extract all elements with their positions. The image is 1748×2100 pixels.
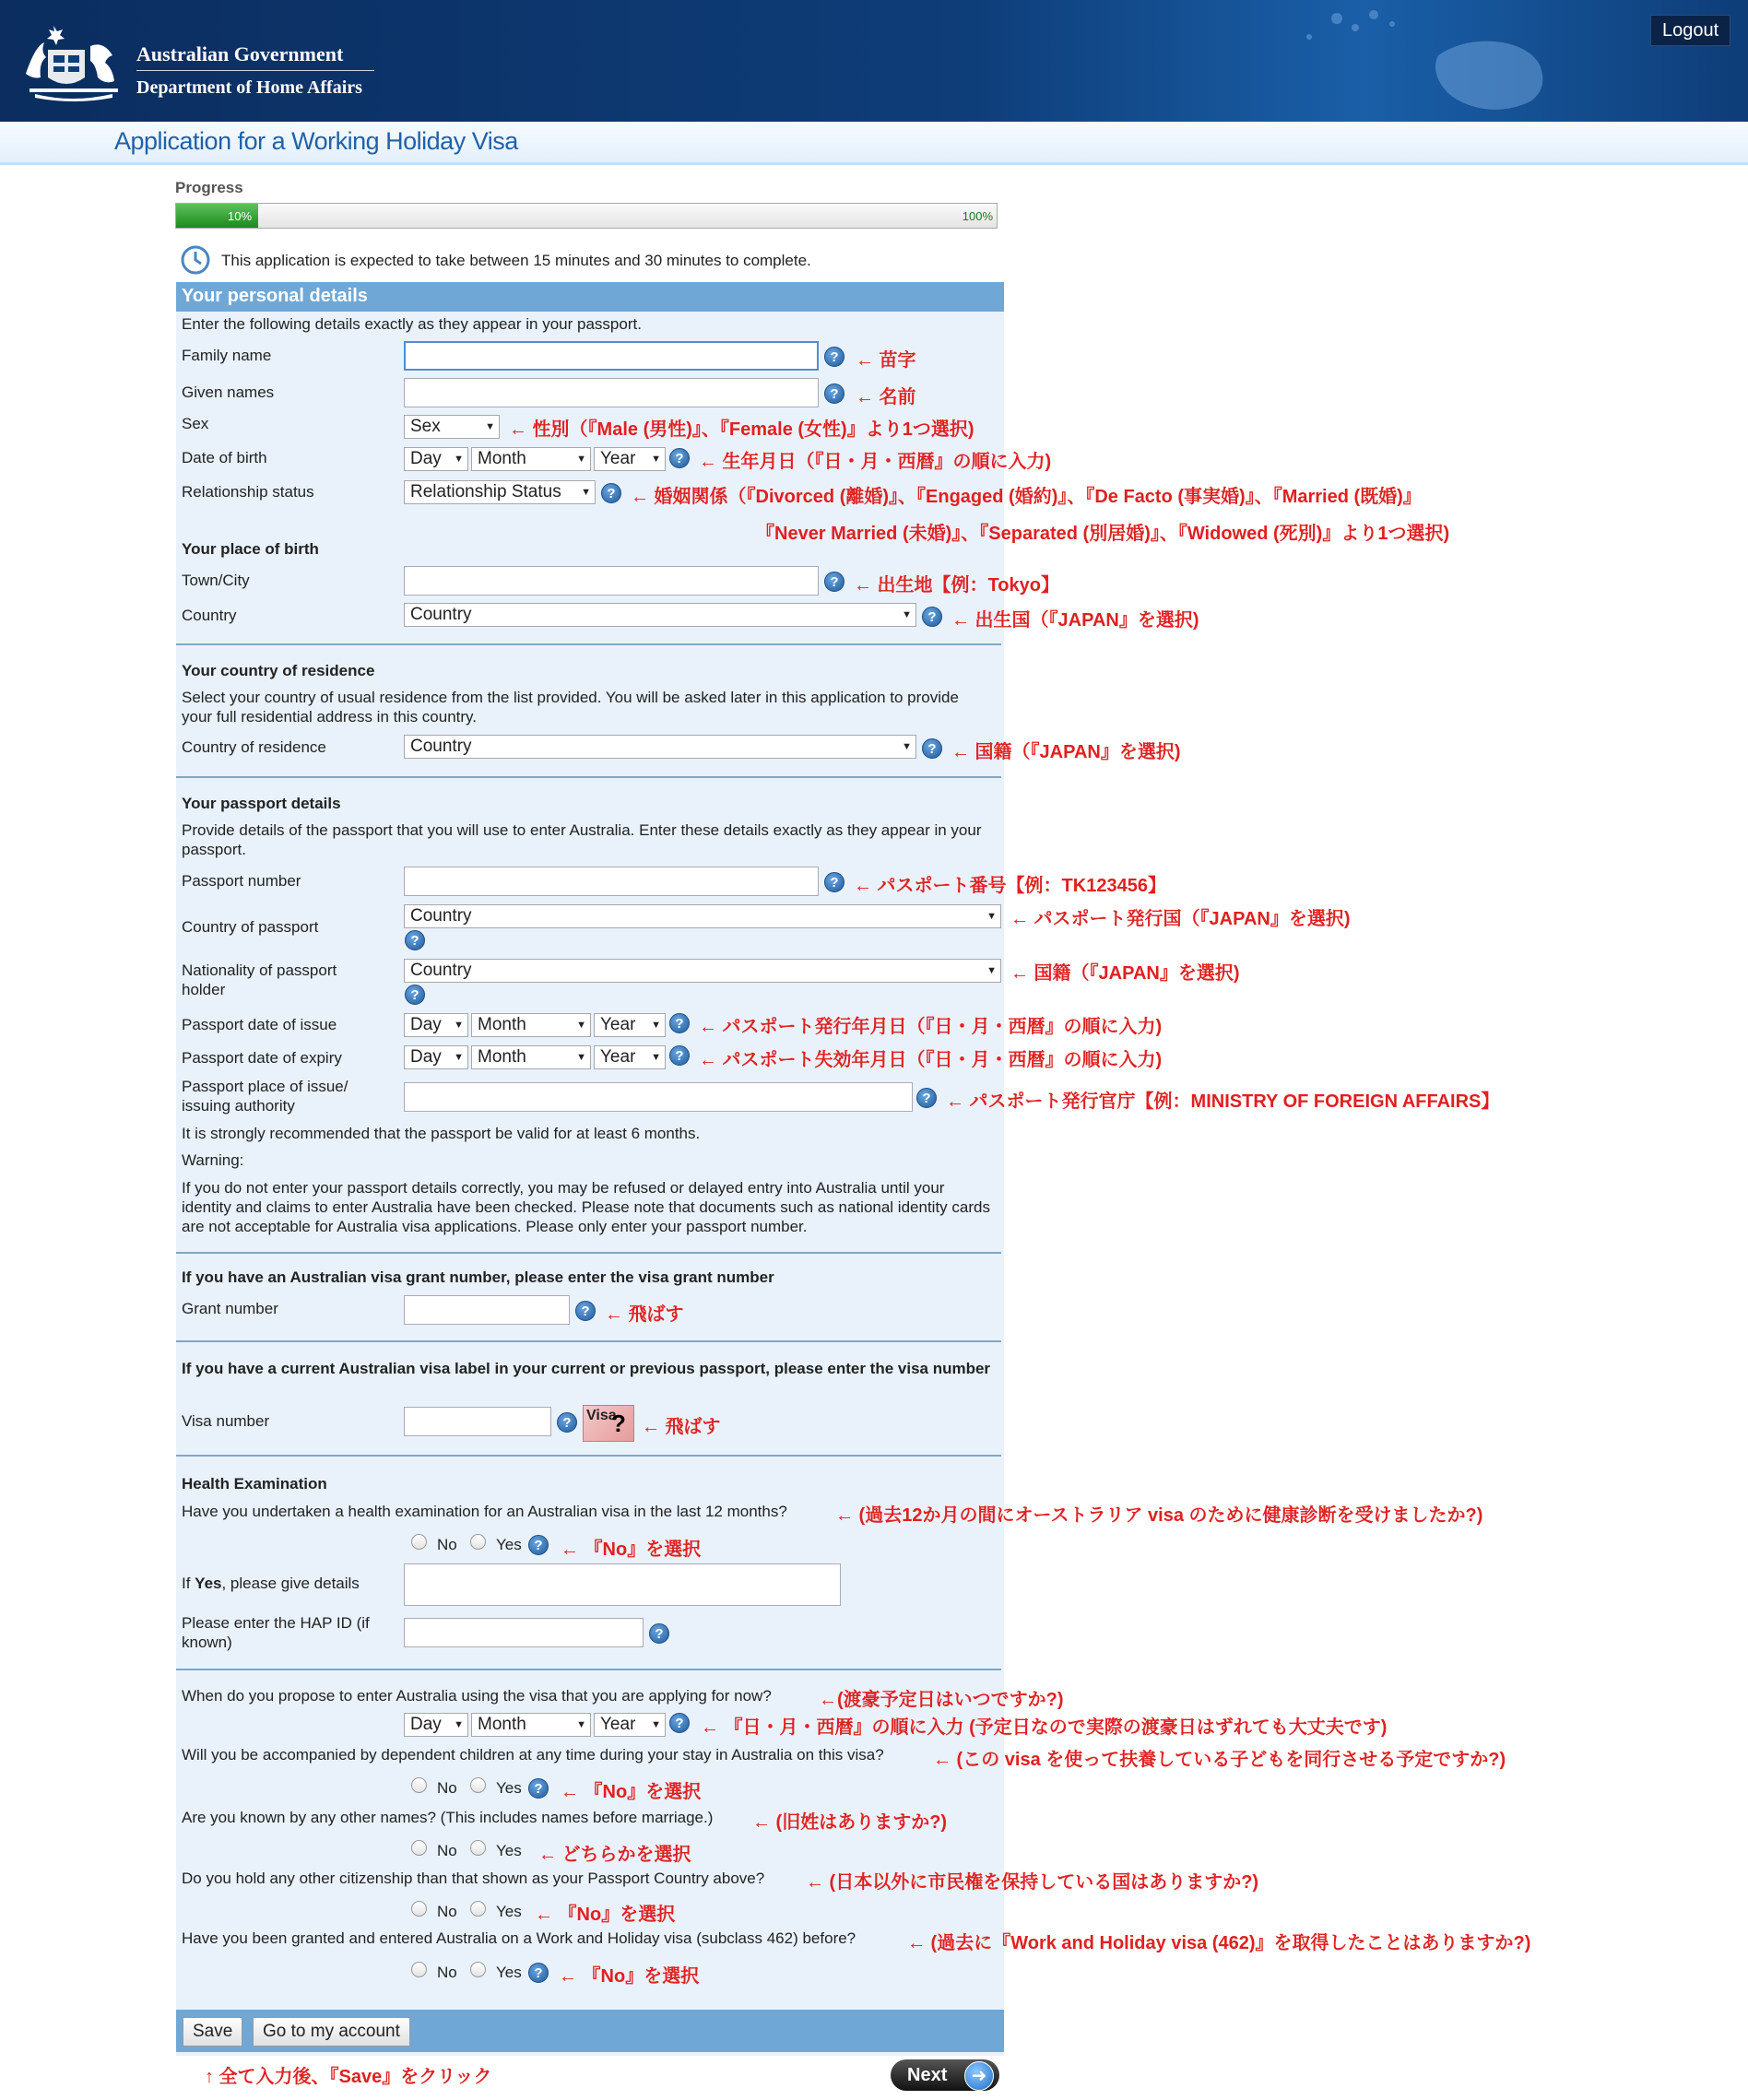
month-value: Month	[478, 449, 526, 468]
other-names-question: Are you known by any other names? (This includes names before marriage.)	[182, 1809, 714, 1826]
help-icon[interactable]: ?	[669, 1713, 690, 1733]
passport-text: Provide details of the passport that you will use to enter Australia. Enter these details exactly as they appear in your passport.	[182, 821, 982, 858]
government-header	[0, 0, 1748, 122]
section-divider	[176, 1669, 1001, 1670]
if-yes-label	[182, 1575, 360, 1593]
residence-text: Select your country of usual residence from the list provided. You will be asked later in this application to provide your full residential address in this country.	[182, 689, 959, 726]
annotation-health-q: ← (過去12か月の間にオーストラリア visa のために健康診断を受けましたか?)	[835, 1505, 1483, 1526]
nationality-select[interactable]	[404, 959, 1001, 983]
nationality-label: Nationality of passport holder	[182, 962, 337, 998]
help-icon[interactable]: ?	[528, 1963, 549, 1983]
dob-year-select[interactable]	[594, 447, 666, 471]
annotation-whv-q: ← (過去に『Work and Holiday visa (462)』を取得したことはありますか?)	[907, 1933, 1531, 1953]
dropdown-arrow-icon: ▼	[454, 1052, 464, 1063]
day-value: Day	[410, 1047, 442, 1067]
help-icon[interactable]: ?	[405, 985, 425, 1005]
annotation-grant: ← 飛ばす	[605, 1304, 684, 1325]
annotation-enter-a: ← 『日・月・西暦』の順に入力 (予定日なので実際の渡豪日はずれても大丈夫です)	[701, 1717, 1388, 1738]
annotation-names-q: ← (旧姓はありますか?)	[752, 1812, 948, 1833]
annotation-passport-country: ← パスポート発行国（『JAPAN』を選択)	[1010, 909, 1351, 929]
dropdown-arrow-icon: ▼	[454, 1020, 464, 1031]
if-yes-bold: Yes	[195, 1575, 222, 1592]
names-yes-radio[interactable]	[470, 1840, 486, 1856]
day-value: Day	[410, 1015, 442, 1034]
annotation-names-a: ← どちらかを選択	[538, 1845, 691, 1865]
expiry-year-select[interactable]	[594, 1045, 666, 1069]
help-icon[interactable]: ?	[922, 738, 942, 759]
annotation-children-q: ← (この visa を使って扶養している子どもを同行させる予定ですか?)	[933, 1750, 1506, 1770]
help-icon[interactable]: ?	[405, 930, 425, 950]
visa-number-label: Visa number	[182, 1412, 270, 1430]
month-value: Month	[478, 1047, 526, 1067]
page-title: Application for a Working Holiday Visa	[114, 127, 518, 155]
month-value: Month	[478, 1715, 526, 1734]
yes-label: Yes	[496, 1536, 522, 1553]
country-value: Country	[410, 737, 472, 756]
annotation-residence: ← 国籍（『JAPAN』を選択)	[951, 742, 1181, 762]
visa-label-heading: If you have a current Australian visa label in your current or previous passport, please enter the visa number	[182, 1360, 991, 1377]
progress-bar	[175, 203, 998, 229]
annotation-passport-number: ← パスポート番号【例：TK123456】	[854, 876, 1166, 896]
map-decoration-icon	[1199, 0, 1715, 122]
next-label: Next	[907, 2065, 948, 2085]
whv-yes-radio[interactable]	[470, 1962, 486, 1977]
panel-title: Your personal details	[182, 286, 368, 306]
dob-day-select[interactable]	[404, 447, 468, 471]
section-divider	[176, 1340, 1001, 1342]
help-icon[interactable]: ?	[528, 1535, 549, 1555]
passport-number-input[interactable]	[404, 867, 819, 896]
annotation-children-a: ← 『No』を選択	[561, 1782, 702, 1802]
passport-expiry-label: Passport date of expiry	[182, 1049, 342, 1067]
arrow-right-icon[interactable]: ➜	[964, 2061, 994, 2091]
warning-text: If you do not enter your passport details correctly, you may be refused or delayed entry into Australia until your identity and claims to enter Australia have been checked. Please note that documents such as national identity cards are not acceptable for Australia visa applications. Please only enter your passport number.	[182, 1179, 990, 1235]
citizenship-no-radio[interactable]	[411, 1901, 427, 1917]
relationship-label: Relationship status	[182, 483, 314, 501]
annotation-given: ← 名前	[856, 387, 916, 407]
country-value: Country	[410, 605, 472, 624]
health-details-textarea[interactable]	[404, 1563, 841, 1606]
header-divider	[136, 70, 374, 71]
time-estimate-text: This application is expected to take between 15 minutes and 30 minutes to complete.	[221, 252, 811, 269]
birth-country-select[interactable]	[404, 603, 916, 627]
help-icon[interactable]: ?	[669, 1045, 690, 1066]
annotation-issue: ← パスポート発行年月日（『日・月・西暦』の順に入力)	[699, 1017, 1163, 1037]
town-city-input[interactable]	[404, 566, 819, 596]
help-icon[interactable]: ?	[916, 1088, 937, 1108]
if-yes-prefix: If	[182, 1575, 195, 1592]
dob-month-select[interactable]	[471, 447, 591, 471]
year-value: Year	[600, 1015, 636, 1034]
issue-day-select[interactable]	[404, 1013, 468, 1037]
grant-number-label: Grant number	[182, 1300, 278, 1317]
passport-issue-label: Passport date of issue	[182, 1016, 337, 1033]
dropdown-arrow-icon: ▼	[651, 1719, 661, 1730]
progress-end-text: 100%	[962, 209, 993, 223]
visa-label-text: Visa	[586, 1408, 617, 1423]
given-names-input[interactable]	[404, 378, 819, 407]
expiry-month-select[interactable]	[471, 1045, 591, 1069]
no-label: No	[437, 1842, 457, 1859]
yes-label: Yes	[496, 1964, 522, 1981]
passport-country-select[interactable]	[404, 904, 1001, 928]
health-yes-radio[interactable]	[470, 1534, 486, 1550]
logout-button[interactable]: Logout	[1650, 15, 1730, 46]
annotation-relationship-1: ← 婚姻関係（『Divorced (離婚)』、『Engaged (婚約)』、『De Facto (事実婚)』、『Married (既婚)』	[631, 487, 1422, 507]
birth-country-label: Country	[182, 607, 237, 624]
issue-month-select[interactable]	[471, 1013, 591, 1037]
if-yes-suffix: , please give details	[221, 1575, 360, 1592]
enter-month-select[interactable]	[471, 1713, 591, 1737]
issue-year-select[interactable]	[594, 1013, 666, 1037]
yes-label: Yes	[496, 1779, 522, 1797]
section-divider	[176, 1252, 1001, 1254]
yes-label: Yes	[496, 1903, 522, 1920]
annotation-citizenship-q: ← (日本以外に市民権を保持している国はありますか?)	[806, 1872, 1259, 1893]
health-no-radio[interactable]	[411, 1534, 427, 1550]
no-label: No	[437, 1536, 457, 1553]
residence-heading: Your country of residence	[182, 662, 375, 679]
annotation-nationality: ← 国籍（『JAPAN』を選択)	[1010, 963, 1240, 984]
no-label: No	[437, 1964, 457, 1981]
annotation-town: ← 出生地【例：Tokyo】	[854, 575, 1059, 596]
government-name: Australian Government	[136, 42, 344, 65]
names-no-radio[interactable]	[411, 1840, 427, 1856]
day-value: Day	[410, 449, 442, 468]
help-icon[interactable]: ?	[557, 1412, 577, 1433]
valid-note: It is strongly recommended that the passport be valid for at least 6 months.	[182, 1125, 701, 1142]
hap-id-input[interactable]	[404, 1618, 644, 1647]
question-mark-icon: ?	[611, 1410, 626, 1437]
dropdown-arrow-icon: ▼	[576, 1719, 586, 1730]
annotation-birth-country: ← 出生国（『JAPAN』を選択)	[951, 610, 1199, 631]
intro-text: Enter the following details exactly as they appear in your passport.	[182, 315, 642, 333]
dropdown-arrow-icon: ▼	[902, 609, 912, 620]
help-icon[interactable]: ?	[601, 483, 621, 503]
dropdown-arrow-icon: ▼	[581, 487, 591, 498]
year-value: Year	[600, 449, 636, 468]
citizenship-yes-radio[interactable]	[470, 1901, 486, 1917]
passport-place-input[interactable]	[404, 1082, 913, 1112]
section-divider	[176, 643, 1001, 645]
relationship-select[interactable]	[404, 480, 596, 504]
save-button[interactable]: Save	[183, 2017, 242, 2047]
coat-of-arms-icon	[17, 18, 129, 103]
hap-id-label: Please enter the HAP ID (if known)	[182, 1614, 370, 1651]
annotation-dob: ← 生年月日（『日・月・西暦』の順に入力)	[699, 452, 1052, 472]
help-icon[interactable]: ?	[824, 383, 844, 404]
passport-country-label: Country of passport	[182, 918, 319, 936]
annotation-family: ← 苗字	[856, 350, 916, 371]
annotation-enter-q: ←(渡豪予定日はいつですか?)	[819, 1690, 1064, 1710]
residence-label: Country of residence	[182, 738, 326, 756]
annotation-whv-a: ← 『No』を選択	[559, 1966, 700, 1987]
sex-select-value: Sex	[410, 417, 441, 436]
place-of-birth-heading: Your place of birth	[182, 540, 319, 558]
country-value: Country	[410, 906, 472, 926]
progress-label: Progress	[175, 179, 243, 196]
help-icon[interactable]: ?	[669, 1013, 690, 1033]
section-divider	[176, 1455, 1001, 1457]
annotation-relationship-2: 『Never Married (未婚)』、『Separated (別居婚)』、『Widowed (死別)』より1つ選択)	[756, 524, 1450, 544]
dropdown-arrow-icon: ▼	[454, 454, 464, 465]
help-icon[interactable]: ?	[922, 607, 942, 627]
dropdown-arrow-icon: ▼	[576, 454, 586, 465]
dob-label: Date of birth	[182, 449, 267, 466]
help-icon[interactable]: ?	[824, 872, 844, 892]
given-names-label: Given names	[182, 383, 275, 401]
dropdown-arrow-icon: ▼	[651, 1052, 661, 1063]
no-label: No	[437, 1779, 457, 1797]
help-icon[interactable]: ?	[575, 1301, 596, 1321]
annotation-expiry: ← パスポート失効年月日（『日・月・西暦』の順に入力)	[699, 1050, 1163, 1070]
passport-heading: Your passport details	[182, 795, 341, 812]
go-to-account-button[interactable]: Go to my account	[253, 2017, 410, 2047]
enter-question: When do you propose to enter Australia using the visa that you are applying for now?	[182, 1687, 772, 1705]
yes-label: Yes	[496, 1842, 522, 1859]
dropdown-arrow-icon: ▼	[651, 454, 661, 465]
year-value: Year	[600, 1047, 636, 1067]
visa-number-input[interactable]	[404, 1407, 551, 1436]
expiry-day-select[interactable]	[404, 1045, 468, 1069]
whv-no-radio[interactable]	[411, 1962, 427, 1977]
sex-select[interactable]	[404, 415, 500, 439]
citizenship-question: Do you hold any other citizenship than that shown as your Passport Country above?	[182, 1870, 765, 1887]
progress-current-text: 10%	[228, 209, 253, 223]
department-name: Department of Home Affairs	[136, 77, 362, 98]
children-yes-radio[interactable]	[470, 1777, 486, 1793]
annotation-save: ↑ 全て入力後、『Save』をクリック	[205, 2067, 492, 2087]
sex-label: Sex	[182, 415, 209, 432]
residence-country-select[interactable]	[404, 735, 916, 759]
no-label: No	[437, 1903, 457, 1920]
country-value: Country	[410, 961, 472, 980]
relationship-value: Relationship Status	[410, 482, 561, 501]
dropdown-arrow-icon: ▼	[485, 421, 495, 432]
annotation-health-a: ← 『No』を選択	[561, 1540, 702, 1560]
health-question: Have you undertaken a health examination for an Australian visa in the last 12 months?	[182, 1503, 787, 1520]
children-no-radio[interactable]	[411, 1777, 427, 1793]
health-heading: Health Examination	[182, 1475, 327, 1492]
dropdown-arrow-icon: ▼	[651, 1020, 661, 1031]
grant-number-input[interactable]	[404, 1295, 570, 1325]
dropdown-arrow-icon: ▼	[986, 911, 997, 922]
help-icon[interactable]: ?	[824, 347, 844, 367]
grant-heading: If you have an Australian visa grant number, please enter the visa grant number	[182, 1268, 774, 1286]
passport-place-label: Passport place of issue/ issuing authority	[182, 1078, 348, 1115]
month-value: Month	[478, 1015, 526, 1034]
town-city-label: Town/City	[182, 572, 250, 589]
dropdown-arrow-icon: ▼	[576, 1020, 586, 1031]
family-name-input[interactable]	[404, 341, 819, 371]
year-value: Year	[600, 1715, 636, 1734]
whv-question: Have you been granted and entered Australia on a Work and Holiday visa (subclass 462) before?	[182, 1929, 856, 1947]
annotation-citizenship-a: ← 『No』を選択	[535, 1905, 676, 1925]
dropdown-arrow-icon: ▼	[576, 1052, 586, 1063]
children-question: Will you be accompanied by dependent children at any time during your stay in Australia on this visa?	[182, 1746, 884, 1764]
section-divider	[176, 776, 1001, 778]
passport-number-label: Passport number	[182, 872, 301, 890]
warning-label: Warning:	[182, 1151, 244, 1169]
family-name-label: Family name	[182, 347, 272, 364]
help-icon[interactable]: ?	[528, 1778, 549, 1799]
annotation-visa: ← 飛ばす	[642, 1417, 721, 1437]
enter-day-select[interactable]	[404, 1713, 468, 1737]
help-icon[interactable]: ?	[649, 1623, 669, 1644]
clock-icon	[181, 245, 210, 275]
dropdown-arrow-icon: ▼	[902, 741, 912, 752]
visa-label-icon	[583, 1405, 634, 1442]
enter-year-select[interactable]	[594, 1713, 666, 1737]
help-icon[interactable]: ?	[824, 572, 844, 592]
help-icon[interactable]: ?	[669, 448, 690, 468]
dropdown-arrow-icon: ▼	[986, 965, 997, 976]
annotation-sex: ← 性別（『Male (男性)』、『Female (女性)』より1つ選択)	[509, 419, 974, 440]
day-value: Day	[410, 1715, 442, 1734]
dropdown-arrow-icon: ▼	[454, 1719, 464, 1730]
annotation-authority: ← パスポート発行官庁【例：MINISTRY OF FOREIGN AFFAIRS】	[946, 1091, 1500, 1112]
